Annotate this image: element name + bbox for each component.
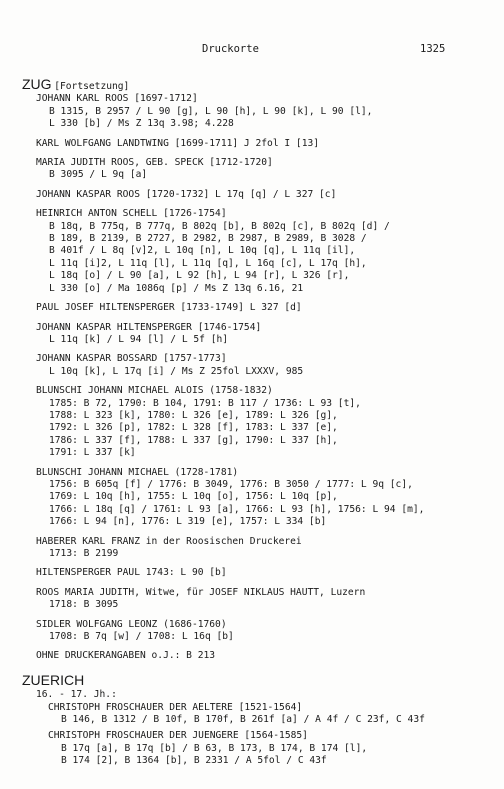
citation-line: B 174 [2], B 1364 [b], B 2331 / A 5fol / C 43f — [61, 755, 327, 767]
citation-line: L 18q [o] / L 90 [a], L 92 [h], L 94 [r], L 326 [r], — [49, 270, 350, 282]
printer-entry — [36, 93, 492, 130]
printer-name: ROOS MARIA JUDITH, Witwe, für JOSEF NIKLAUS HAUTT, Luzern — [36, 586, 366, 598]
citation-line: B 18q, B 775q, B 777q, B 802q [b], B 802q [c], B 802q [d] / — [49, 220, 390, 232]
place-name: ZUERICH — [22, 671, 85, 688]
section-heading-zuerich — [22, 673, 492, 689]
continuation-note: [Fortsetzung] — [54, 81, 130, 92]
printer-entry — [36, 157, 492, 182]
printer-entry — [36, 587, 492, 612]
printer-name: JOHANN KARL ROOS [1697-1712] — [36, 93, 198, 105]
printer-name: JOHANN KASPAR HILTENSPERGER [1746-1754] — [36, 321, 262, 333]
citation-line: L 10q [k], L 17q [i] / Ms Z 25fol LXXXV, 985 — [49, 365, 304, 377]
citation-line: 1713: B 2199 — [49, 548, 119, 559]
printer-name: HILTENSPERGER PAUL 1743: L 90 [b] — [36, 567, 227, 579]
section-heading-zug — [22, 77, 492, 93]
page-header — [0, 43, 504, 57]
citation-line: 1785: B 72, 1790: B 104, 1791: B 117 / 1736: L 93 [t], — [49, 397, 361, 409]
printer-entry — [36, 385, 492, 459]
citation-line: 1769: L 10q [h], 1755: L 10q [o], 1756: L 10q [p], — [49, 491, 338, 503]
citation-line: B 189, B 2139, B 2727, B 2982, B 2987, B 2989, B 3028 / — [49, 233, 367, 245]
printer-entry — [36, 467, 492, 529]
page-number: 1325 — [420, 43, 446, 55]
citation-line: L 11q [i]2, L 11q [l], L 11q [q], L 16q [c], L 17q [h], — [49, 257, 367, 269]
printer-entry — [36, 567, 492, 579]
citation-line: 1786: L 337 [f], 1788: L 337 [g], 1790: L 337 [h], — [49, 434, 338, 446]
citation-line: B 17q [a], B 17q [b] / B 63, B 173, B 174, B 174 [l], — [61, 742, 368, 754]
citation-line: 1766: L 18q [q] / 1761: L 93 [a], 1766: L 93 [h], 1756: L 94 [m], — [49, 503, 425, 515]
running-title: Druckorte — [202, 43, 259, 55]
citation-line: 1708: B 7q [w] / 1708: L 16q [b] — [49, 631, 234, 643]
place-name: ZUG — [22, 76, 52, 92]
citation-line: 1756: B 605q [f] / 1776: B 3049, 1776: B 3050 / 1777: L 9q [c], — [49, 478, 413, 490]
citation-line: B 401f / L 8q [v]2, L 10q [n], L 10q [q], L 11q [il], — [49, 245, 356, 257]
printer-entry — [36, 189, 492, 201]
printer-entry — [36, 536, 492, 561]
index-content — [22, 77, 492, 772]
printer-name: JOHANN KASPAR BOSSARD [1757-1773] — [36, 353, 227, 365]
printer-name: CHRISTOPH FROSCHAUER DER JUENGERE [1564-1585] — [48, 730, 308, 742]
printer-name: HEINRICH ANTON SCHELL [1726-1754] — [36, 208, 227, 220]
citation-line: B 146, B 1312 / B 10f, B 170f, B 261f [a] / A 4f / C 23f, C 43f — [61, 714, 425, 726]
printer-entry — [36, 650, 492, 662]
citation-line: 1791: L 337 [k] — [49, 447, 136, 459]
citation-line: 1718: B 3095 — [49, 599, 119, 611]
printer-entry — [36, 208, 492, 295]
printer-entry — [36, 302, 492, 314]
zug-entries — [22, 93, 492, 662]
printer-name: SIDLER WOLFGANG LEONZ (1686-1760) — [36, 618, 227, 630]
printer-entry — [36, 138, 492, 150]
zuerich-entries — [22, 702, 492, 768]
printer-name: BLUNSCHI JOHANN MICHAEL (1728-1781) — [36, 466, 239, 478]
printer-entry — [36, 619, 492, 644]
citation-line: L 11q [k] / L 94 [l] / L 5f [h] — [49, 333, 229, 345]
printer-name: JOHANN KASPAR ROOS [1720-1732] L 17q [q] / L 327 [c] — [36, 188, 337, 200]
printer-name: MARIA JUDITH ROOS, GEB. SPECK [1712-1720] — [36, 157, 273, 169]
citation-line: B 1315, B 2957 / L 90 [g], L 90 [h], L 90 [k], L 90 [l], — [49, 105, 373, 117]
citation-line: 1792: L 326 [p], 1782: L 328 [f], 1783: L 337 [e], — [49, 422, 338, 434]
citation-line: 1788: L 323 [k], 1780: L 326 [e], 1789: L 326 [g], — [49, 409, 338, 421]
citation-line: 1766: L 94 [n], 1776: L 319 [e], 1757: L 334 [b] — [49, 516, 327, 528]
printer-entry — [36, 322, 492, 347]
printer-name: OHNE DRUCKERANGABEN o.J.: B 213 — [36, 650, 216, 662]
period-label: 16. - 17. Jh.: — [36, 689, 117, 701]
printer-name: KARL WOLFGANG LANDTWING [1699-1711] J 2fol I [13] — [36, 137, 320, 149]
citation-line: L 330 [o] / Ma 1086q [p] / Ms Z 13q 6.16, 21 — [49, 282, 304, 294]
printer-entry — [48, 730, 492, 767]
printer-name: PAUL JOSEF HILTENSPERGER [1733-1749] L 327 [d] — [36, 302, 302, 314]
printer-name: HABERER KARL FRANZ in der Roosischen Druckerei — [36, 535, 302, 547]
printer-entry — [36, 353, 492, 378]
printer-name: CHRISTOPH FROSCHAUER DER AELTERE [1521-1564] — [48, 701, 303, 713]
printer-entry — [48, 702, 492, 727]
citation-line: B 3095 / L 9q [a] — [49, 169, 148, 181]
citation-line: L 330 [b] / Ms Z 13q 3.98; 4.228 — [49, 118, 234, 130]
printer-name: BLUNSCHI JOHANN MICHAEL ALOIS (1758-1832) — [36, 385, 273, 397]
